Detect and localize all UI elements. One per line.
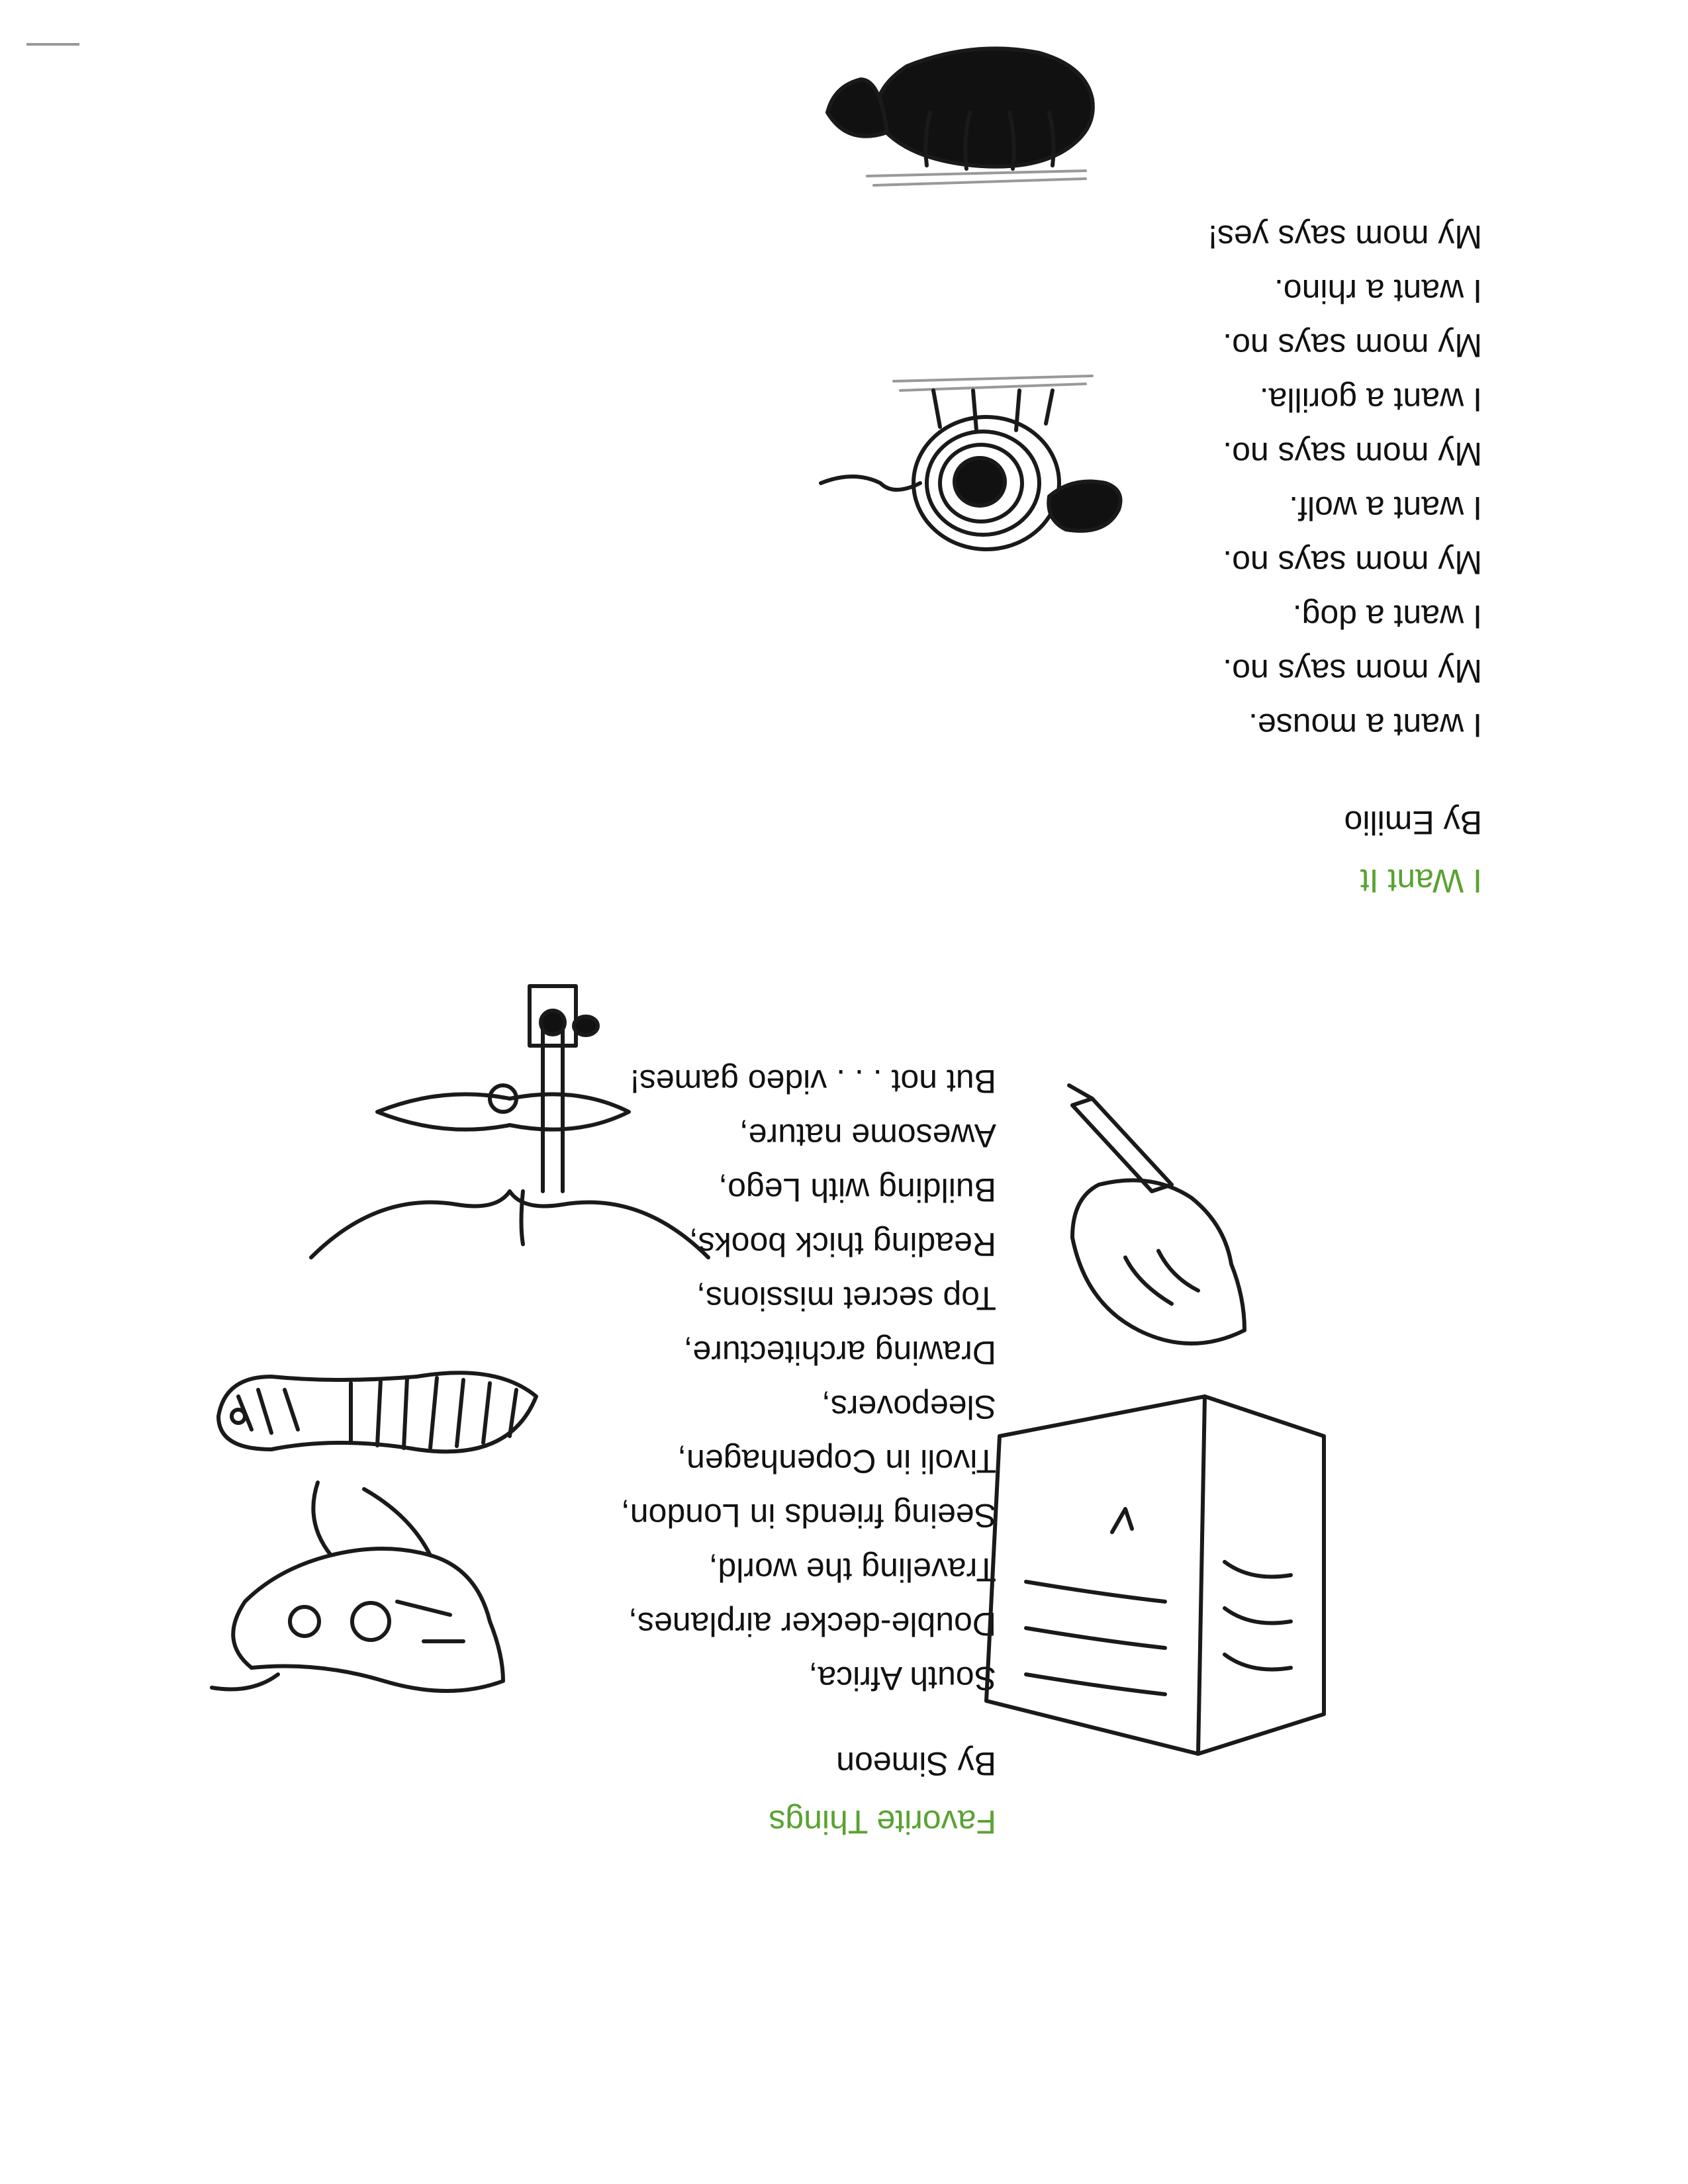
- poem-line: I want a mouse.: [1248, 707, 1482, 744]
- poem-line: Tivoli in Copenhagen,: [677, 1443, 996, 1480]
- poem-line: Seeing friends in London,: [620, 1497, 996, 1534]
- poem-line: Drawing architecture,: [683, 1334, 996, 1371]
- poem-line: Building with Lego,: [718, 1171, 996, 1208]
- poem-line: Reading thick books,: [688, 1226, 996, 1263]
- book-drawing: [973, 1396, 1344, 1767]
- poem-line: My mom says yes!: [1208, 218, 1482, 255]
- poem-line: I want a rhino.: [1274, 273, 1482, 310]
- poem-line: My mom says no.: [1223, 653, 1482, 690]
- poem-line: Top secret missions,: [696, 1280, 996, 1317]
- hand-with-pen-drawing: [1006, 1079, 1271, 1370]
- mouse-drawing: [761, 331, 1132, 582]
- poem-line: I want a dog.: [1292, 598, 1482, 635]
- poem-line: Traveling the world,: [708, 1551, 996, 1588]
- architecture-drawing: [298, 953, 722, 1324]
- rhino-drawing: [755, 0, 1125, 232]
- poem-title: I Want It: [1360, 862, 1482, 899]
- poem-line: Double-decker airplanes,: [628, 1606, 996, 1643]
- poem-line: My mom says no.: [1223, 544, 1482, 581]
- poem-line: But not . . . video games!: [630, 1063, 996, 1100]
- poem-line: My mom says no.: [1223, 435, 1482, 473]
- poem-line: I want a wolf.: [1289, 490, 1482, 527]
- poem-line: Awesome nature,: [739, 1117, 996, 1154]
- striped-creature-drawing: [205, 1343, 549, 1489]
- poem-byline: By Simeon: [836, 1745, 996, 1782]
- poem-title: Favorite Things: [769, 1803, 996, 1841]
- poem-byline: By Emilio: [1344, 804, 1482, 841]
- poem-line: My mom says no.: [1223, 327, 1482, 364]
- airplane-drawing: [199, 1476, 530, 1754]
- poem-line: I want a gorilla.: [1259, 381, 1482, 418]
- poem-line: South Africa,: [808, 1660, 996, 1697]
- scan-mark: [26, 42, 79, 46]
- poem-line: Sleepovers,: [821, 1388, 996, 1426]
